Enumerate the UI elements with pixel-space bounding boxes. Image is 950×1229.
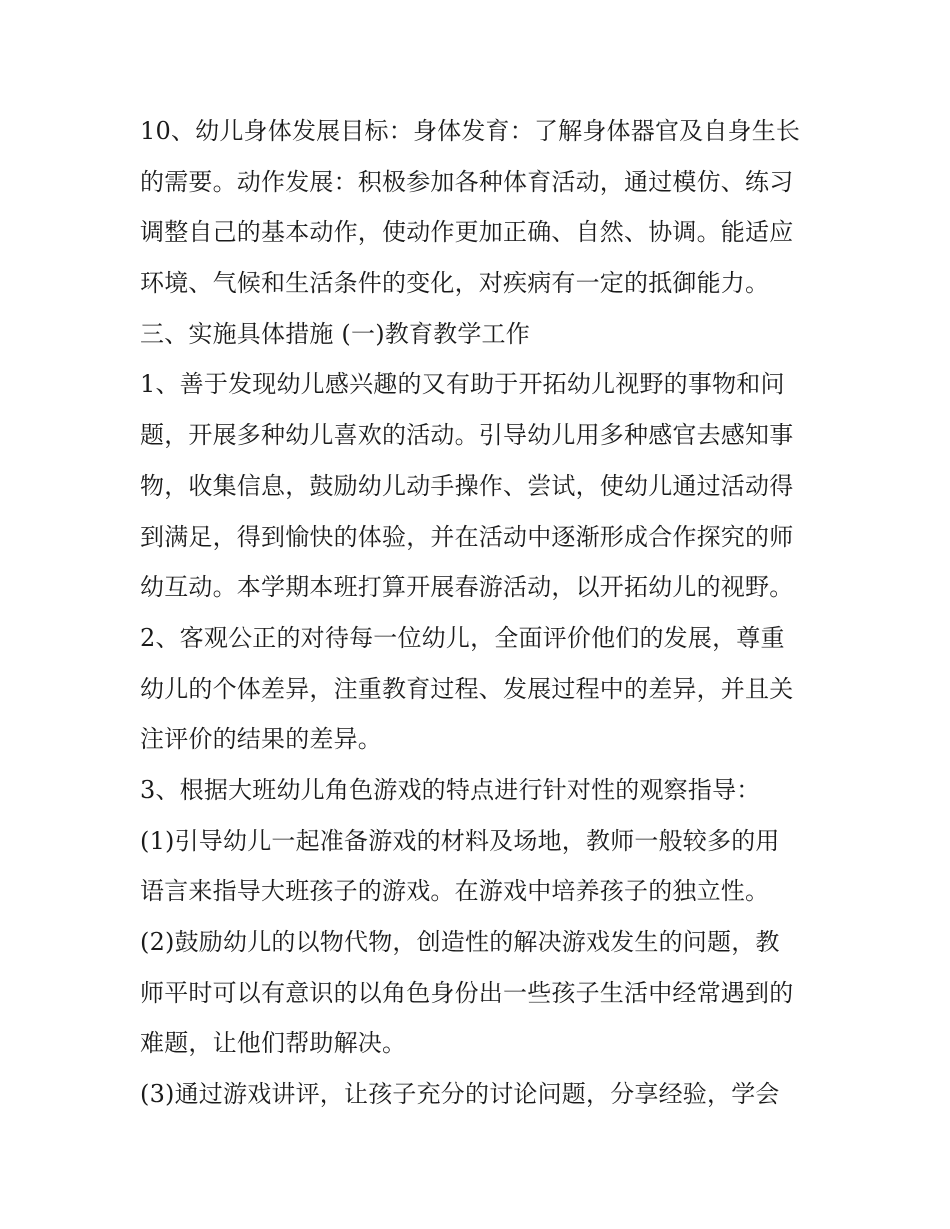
- text-line: 调整自己的基本动作，使动作更加正确、自然、协调。能适应: [140, 218, 794, 247]
- text-line: 1、善于发现幼儿感兴趣的又有助于开拓幼儿视野的事物和问: [140, 370, 785, 399]
- text-line: (1)引导幼儿一起准备游戏的材料及场地，教师一般较多的用: [140, 826, 780, 855]
- text-line: 师平时可以有意识的以角色身份出一些孩子生活中经常遇到的: [140, 978, 794, 1007]
- text-line: 物，收集信息，鼓励幼儿动手操作、尝试，使幼儿通过活动得: [140, 471, 794, 500]
- document-body: [140, 106, 830, 1120]
- text-line: 10、幼儿身体发展目标：身体发育：了解身体器官及自身生长: [140, 117, 801, 145]
- text-line: 3、根据大班幼儿角色游戏的特点进行针对性的观察指导：: [140, 775, 761, 804]
- text-line: 环境、气候和生活条件的变化，对疾病有一定的抵御能力。: [140, 269, 770, 298]
- text-line: 到满足，得到愉快的体验，并在活动中逐渐形成合作探究的师: [140, 522, 794, 551]
- text-line: 语言来指导大班孩子的游戏。在游戏中培养孩子的独立性。: [140, 877, 770, 906]
- text-line: 的需要。动作发展：积极参加各种体育活动，通过模仿、练习: [140, 167, 794, 196]
- text-line: (3)通过游戏讲评，让孩子充分的讨论问题，分享经验，学会: [140, 1080, 780, 1109]
- text-line: 难题，让他们帮助解决。: [140, 1029, 407, 1058]
- text-line: 注评价的结果的差异。: [140, 725, 382, 754]
- text-line: 2、客观公正的对待每一位幼儿，全面评价他们的发展，尊重: [140, 623, 785, 652]
- text-line: 题，开展多种幼儿喜欢的活动。引导幼儿用多种感官去感知事: [140, 421, 794, 450]
- text-line: 幼儿的个体差异，注重教育过程、发展过程中的差异，并且关: [140, 674, 794, 703]
- text-line: 幼互动。本学期本班打算开展春游活动，以开拓幼儿的视野。: [140, 573, 794, 602]
- section-heading: 三、实施具体措施 (一)教育教学工作: [140, 319, 530, 348]
- text-line: (2)鼓励幼儿的以物代物，创造性的解决游戏发生的问题，教: [140, 928, 780, 956]
